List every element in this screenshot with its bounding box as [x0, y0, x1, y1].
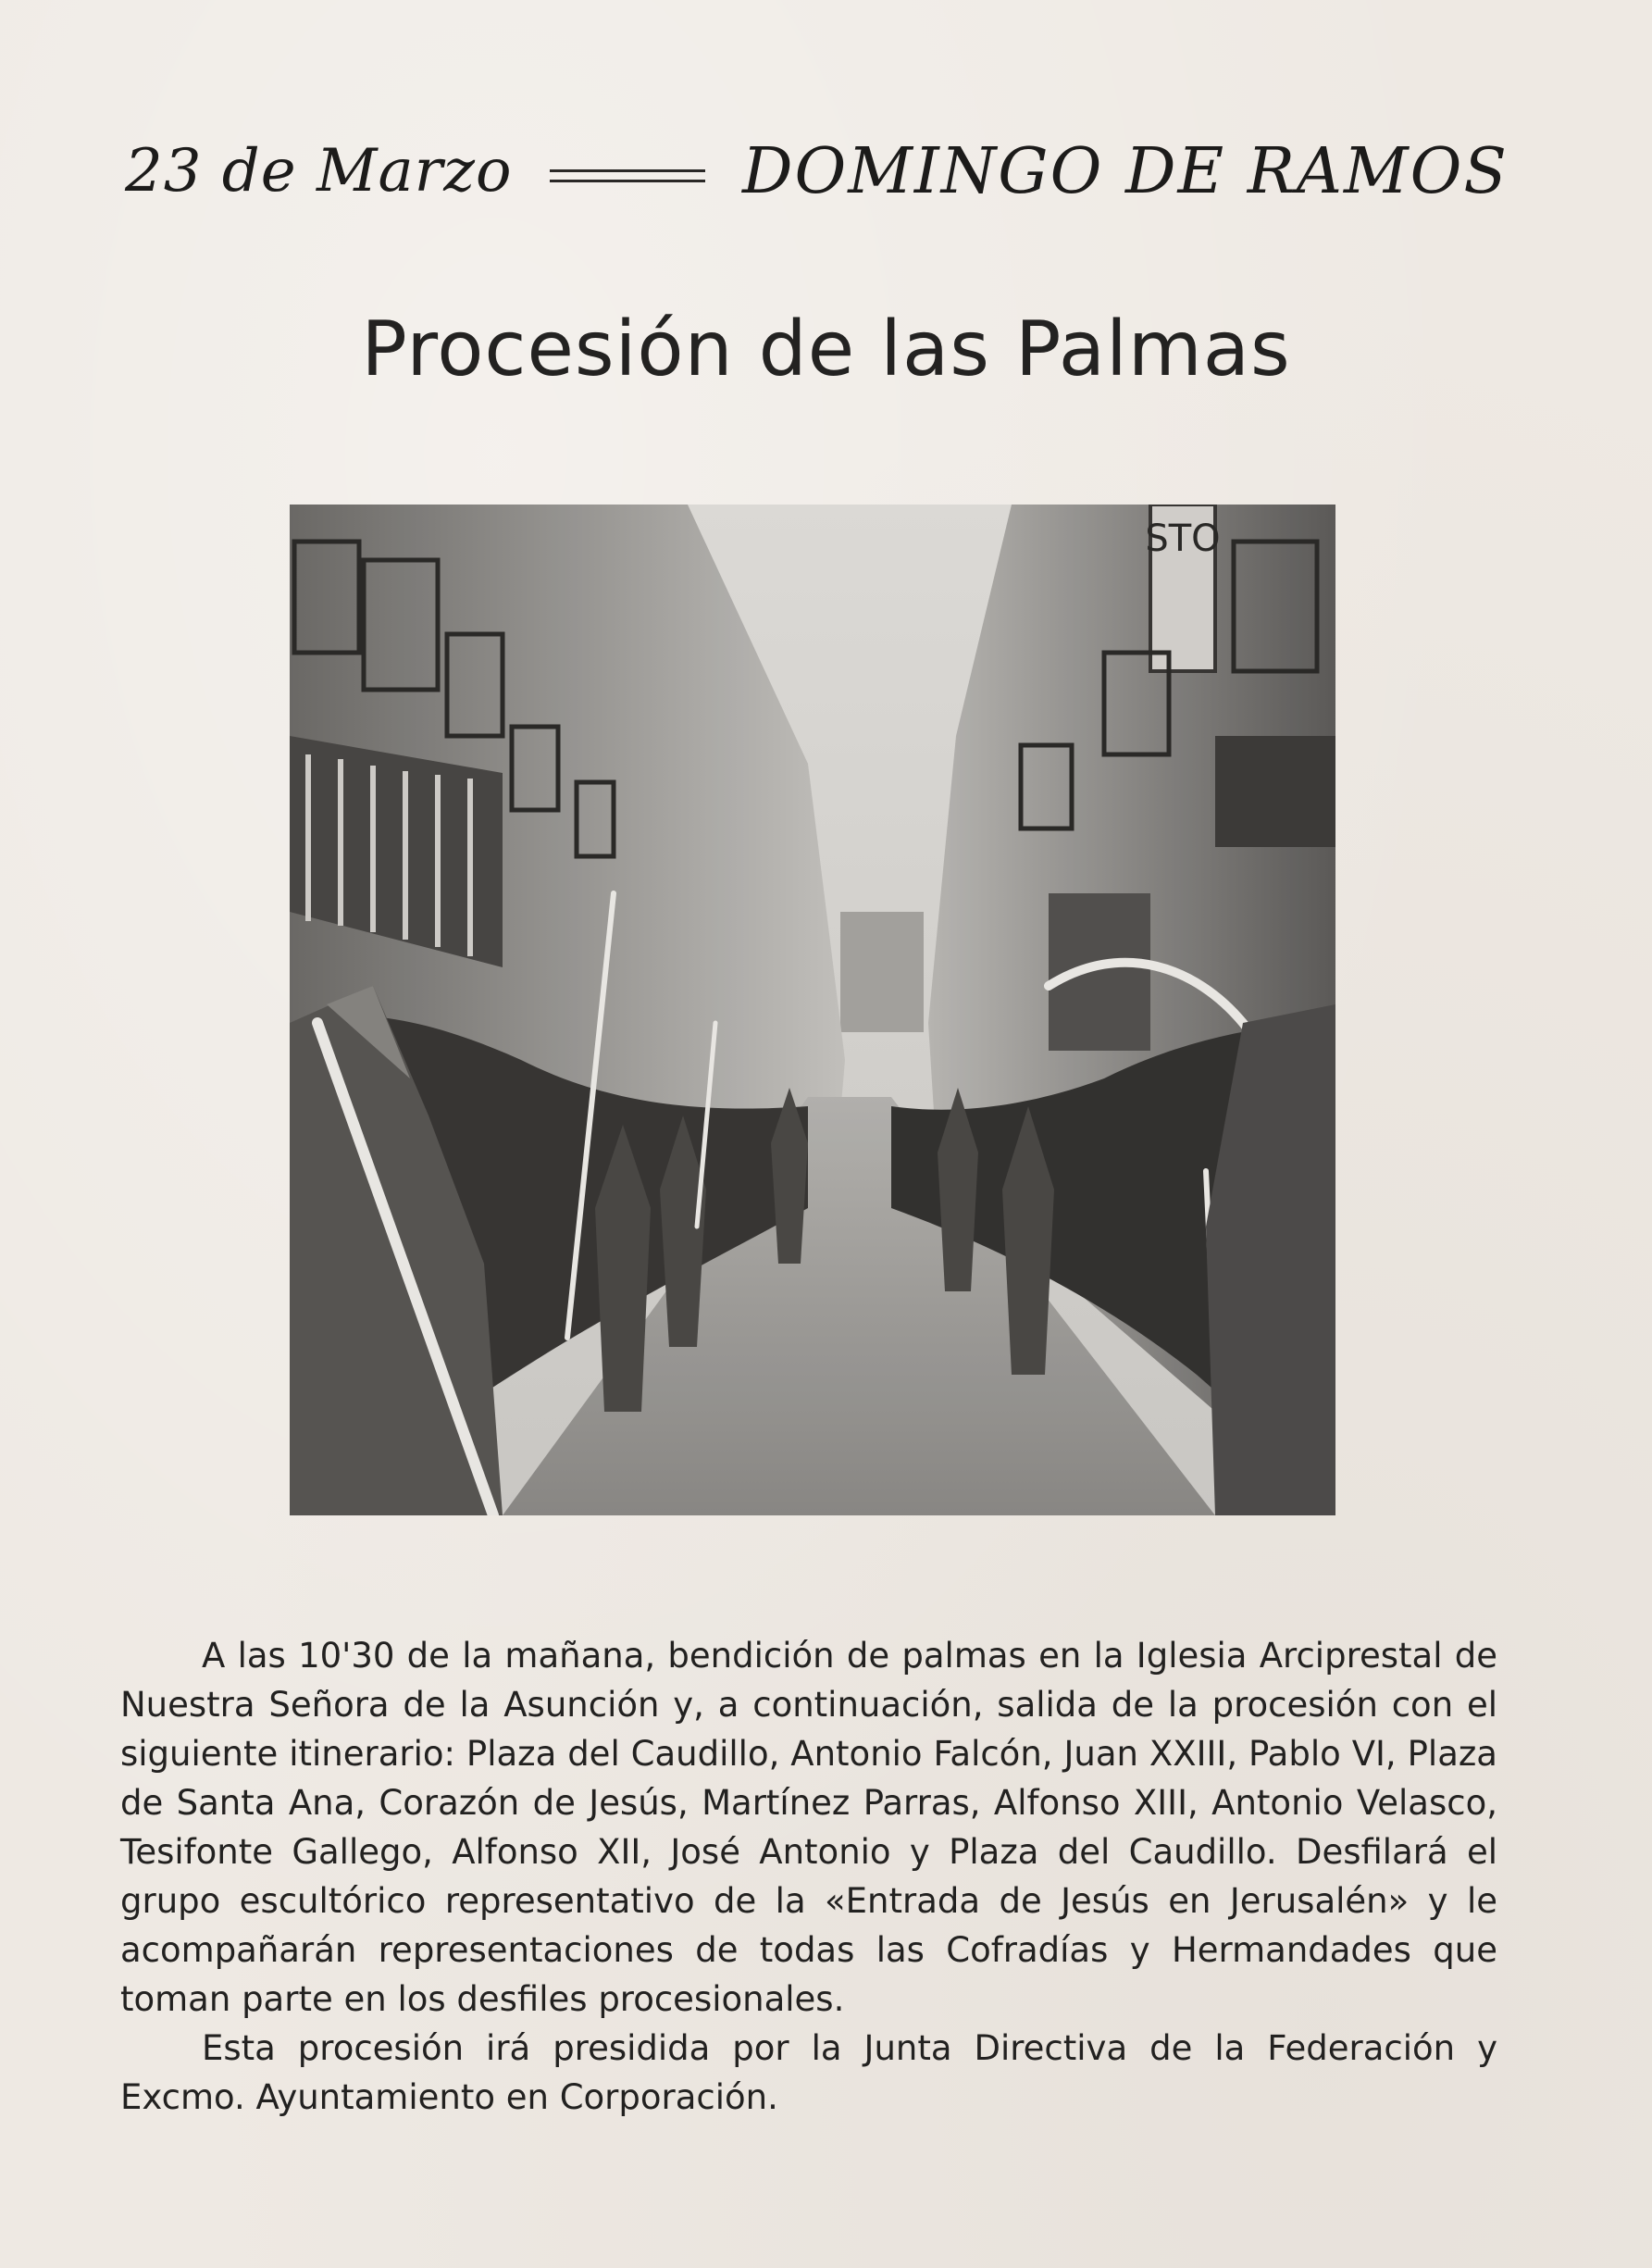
paragraph-itinerary: A las 10'30 de la mañana, bendición de palmas en la Iglesia Arciprestal de Nuestra Señora de la Asunción y, a continuación, salida de la procesión con el siguiente itinerario: Plaza del Caudillo, Antonio Falcón, Juan XXIII, Pablo VI, Plaza de Santa Ana, Corazón de Jesús, Martínez Parras, Alfonso XIII, Antonio Velasco, Tesifonte Gallego, Alfonso XII, José Antonio y Plaza del Caudillo. Desfilará el grupo escultórico representativo de la «Entrada de Jesús en Jerusalén» y le acompañarán representaciones de todas las Cofradías y Hermandades que toman parte en los desfiles procesionales. — [120, 1636, 1497, 2019]
shop-sign-letter-1: STO — [1145, 517, 1221, 560]
header-section-title: DOMINGO DE RAMOS — [742, 134, 1509, 208]
page-title: Procesión de las Palmas — [361, 305, 1291, 393]
body-text — [120, 1631, 1497, 2122]
procession-photo — [290, 505, 1335, 1515]
page-header — [125, 130, 1509, 213]
header-date: 23 de Marzo — [125, 137, 513, 206]
procession-photo-drawing — [290, 505, 1335, 1515]
header-double-rule — [550, 169, 706, 182]
paragraph-presidency: Esta procesión irá presidida por la Junta Directiva de la Federación y Excmo. Ayuntamiento en Corporación. — [120, 2028, 1497, 2117]
